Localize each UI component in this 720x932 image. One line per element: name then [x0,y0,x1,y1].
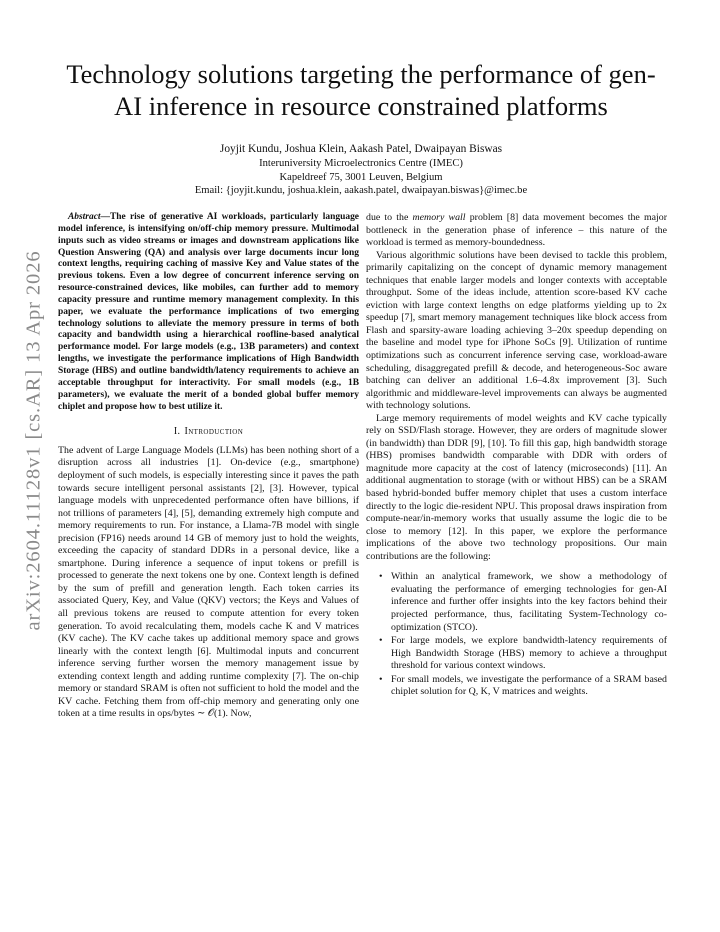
contribution-text: For large models, we explore bandwidth-latency requirements of High Bandwidth Storage (HBS) memory to achieve a throughput threshold for various context windows. [391,635,667,672]
contribution-text: Within an analytical framework, we show a methodology of evaluating the performance of emerging technologies for gen-AI inference and further offer insights into the key factors behind their projected performance, thus, facilitating System-Technology co-optimization (STCO). [391,571,667,633]
section-number: I. [173,426,181,438]
section-heading-introduction [58,426,359,439]
abstract-label: Abstract [68,212,101,222]
affiliation: Interuniversity Microelectronics Centre (IMEC) [259,158,463,169]
intro-paragraph-1-continued [366,212,667,250]
author-email: Email: {joyjit.kundu, joshua.klein, aakash.patel, dwaipayan.biswas}@imec.be [194,185,528,196]
section-title: Introduction [184,426,244,438]
address: Kapeldreef 75, 3001 Leuven, Belgium [279,171,443,183]
arxiv-identifier[interactable]: arXiv:2604.11128v1 [cs.AR] 13 Apr 2026 [22,249,45,631]
author-names: Joyjit Kundu, Joshua Klein, Aakash Patel, Dwaipayan Biswas [219,143,503,155]
bullet-icon: • [379,571,383,583]
arxiv-sidebar-stamp [6,170,62,710]
intro-paragraph-1: The advent of Large Language Models (LLMs) has been nothing short of a disruption across all industries [1]. On-device (e.g., smartphone) deployment of such models, is especially interesting since it paves the path towards secure intelligent personal assistants [2], [3]. However, typical language models with unprecedented performance often have billions, if not trillions of parameters [4], [5], demanding extremely high compute and memory requirements to run. For instance, a Llama-7B model with single precision (FP16) needs around 14 GB of memory just to hold the weights, exceeding the capacity of standard DDRs in a personal device, like a smartphone. During inference a sequence of input tokens or prefill is processed to generate the next tokens one by one. Context length is defined by the sum of prefill and generation length. Each token carries its associated Query, Key, and Value (QKV) vectors; the Keys and Values of all previous tokens are reused to compute attention for every token generation. To avoid recalculating them, models cache K and V matrices (KV cache). The KV cache takes up additional memory space and grows linearly with the context length [6]. Multimodal inputs and concurrent inference serving further worsen the memory management issue by extending context length and adding runtime complexity [7]. The on-chip memory or standard SRAM is often not sufficient to hold the model and the KV cache. Fetching them from off-chip memory and generating only one token at a time results in ops/bytes ∼ 𝒪(1). Now, [58,444,359,720]
memory-wall-term: memory wall [412,212,466,223]
contributions-list [366,571,667,698]
list-item [366,674,667,699]
paragraph-text: due to the [366,212,413,223]
abstract-text: —The rise of generative AI workloads, particularly language model inference, is intensifying on/off-chip memory pressure. Multimodal inputs such as video streams or images and downstream applications like Question Answering (QA) and analysis over large documents incur long context lengths, requiring caching of massive Key and Value states of the previous tokens. Even a low degree of concurrent inference serving on resource-constrained devices, like mobiles, can further add to memory capacity pressure and runtime memory management complexity. In this paper, we evaluate the performance implications of two emerging technology solutions to alleviate the memory pressure in terms of both capacity and bandwidth using a hierarchical roofline-based analytical performance model. For large models (e.g., 13B parameters) and context lengths, we investigate the performance implications of High Bandwidth Storage (HBS) and outline bandwidth/latency requirements to achieve an acceptable throughput for interactivity. For small models (e.g., 1B parameters), we evaluate the merit of a bonded global buffer memory chiplet and propose how to best utilize it. [58,212,359,412]
intro-paragraph-2: Various algorithmic solutions have been devised to tackle this problem, primarily capitalizing on the concept of dynamic memory management techniques that enable larger models and longer contexts with acceptable throughput. Some of the ideas include, attention score-based KV cache eviction with large context lengths on edge platforms yielding up to 2x speedup [7], smart memory management techniques like block access from Flash and sparsity-aware loading achieving 3–20x speedup depending on the baseline and model type for iPhone SoCs [9]. Utilization of runtime optimizations such as concurrent inference serving case, workload-aware scheduling, disaggregated prefill & decode, and heterogeneous-Soc aware batching can deliver an additional 1.6–4.8x improvement [3]. Such algorithmic and middleware-level improvements can always be augmented with technology solutions. [366,249,667,412]
abstract [58,212,359,413]
list-item [366,635,667,673]
intro-paragraph-3: Large memory requirements of model weights and KV cache typically rely on SSD/Flash storage. However, they are orders of magnitude slower (in bandwidth) than DDR [9], [10]. To fill this gap, high bandwidth storage (HBS) promises bandwidth comparable with DDR with orders of magnitude more capacity at the cost of latency (microseconds) [11]. An additional augmentation to storage (with or without HBS) can be a SRAM based hybrid-bonded buffer memory chiplet that uses a custom interface directly to the logic die-resident NPU. This proposal draws inspiration from compute-near/in-memory works that usually assume the logic die to be close to memory [12]. In this paper, we explore the performance implications of the above two technology propositions. Our main contributions are the following: [366,412,667,562]
contribution-text: For small models, we investigate the performance of a SRAM based chiplet solution for Q, K, V matrices and weights. [391,673,667,698]
paper-title: Technology solutions targeting the performance of gen-AI inference in resource constrained platforms [66,59,656,121]
left-column [58,212,359,721]
paragraph-text: problem [8] data movement becomes the major bottleneck in the generation phase of inference – this nature of the workload is termed as memory-boundedness. [366,212,667,249]
bullet-icon: • [379,635,383,647]
list-item [366,571,667,634]
right-column [366,212,667,700]
author-block [55,142,667,198]
bullet-icon: • [379,673,383,685]
